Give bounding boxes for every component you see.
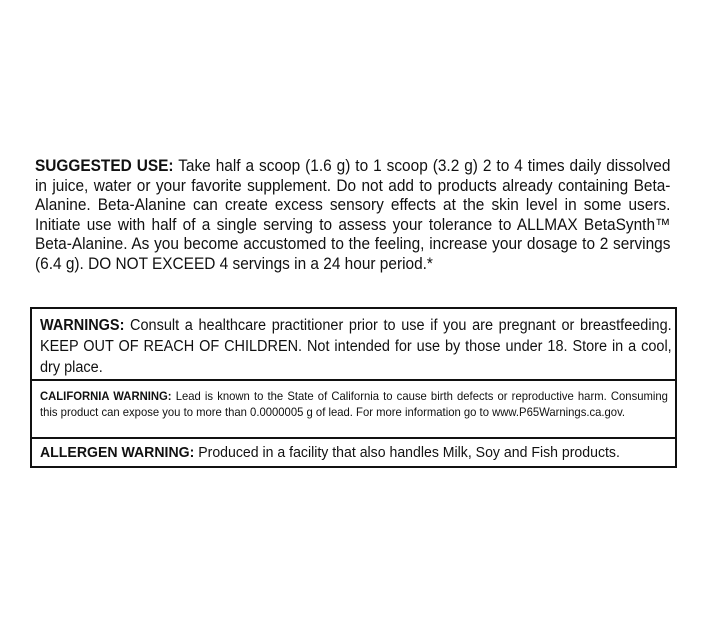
- warnings-text: Consult a healthcare practitioner prior to use if you are pregnant or breastfeeding. KEEP OUT OF REACH OF CHILDREN. Not intended for use by those under 18. Store in a cool, dry place.: [40, 317, 672, 376]
- california-warning-text: Lead is known to the State of California to cause birth defects or reproductive harm. Consuming this product can expose you to more than 0.0000005 g of lead. For more information go to www.P65Warnings.ca.gov.: [40, 389, 668, 420]
- suggested-use-paragraph: [35, 157, 670, 275]
- california-warning-label: CALIFORNIA WARNING:: [40, 389, 172, 403]
- warnings-section: [32, 309, 675, 381]
- suggested-use-text: Take half a scoop (1.6 g) to 1 scoop (3.2 g) 2 to 4 times daily dissolved in juice, water or your favorite supplement. Do not add to products already containing Beta-Alanine. Beta-Alanine can create excess sensory effects at the skin level in some users. Initiate use with half of a single serving to assess your tolerance to ALLMAX BetaSynth™ Beta-Alanine. As you become accustomed to the feeling, increase your dosage to 2 servings (6.4 g). DO NOT EXCEED 4 servings in a 24 hour period.*: [35, 157, 671, 273]
- warnings-label: WARNINGS:: [40, 317, 125, 334]
- allergen-warning-text: Produced in a facility that also handles Milk, Soy and Fish products.: [194, 444, 620, 461]
- suggested-use-label: SUGGESTED USE:: [35, 157, 174, 175]
- warnings-box: [30, 307, 677, 468]
- allergen-warning-section: [32, 439, 675, 466]
- california-warning-section: [32, 381, 675, 439]
- allergen-warning-label: ALLERGEN WARNING:: [40, 444, 195, 461]
